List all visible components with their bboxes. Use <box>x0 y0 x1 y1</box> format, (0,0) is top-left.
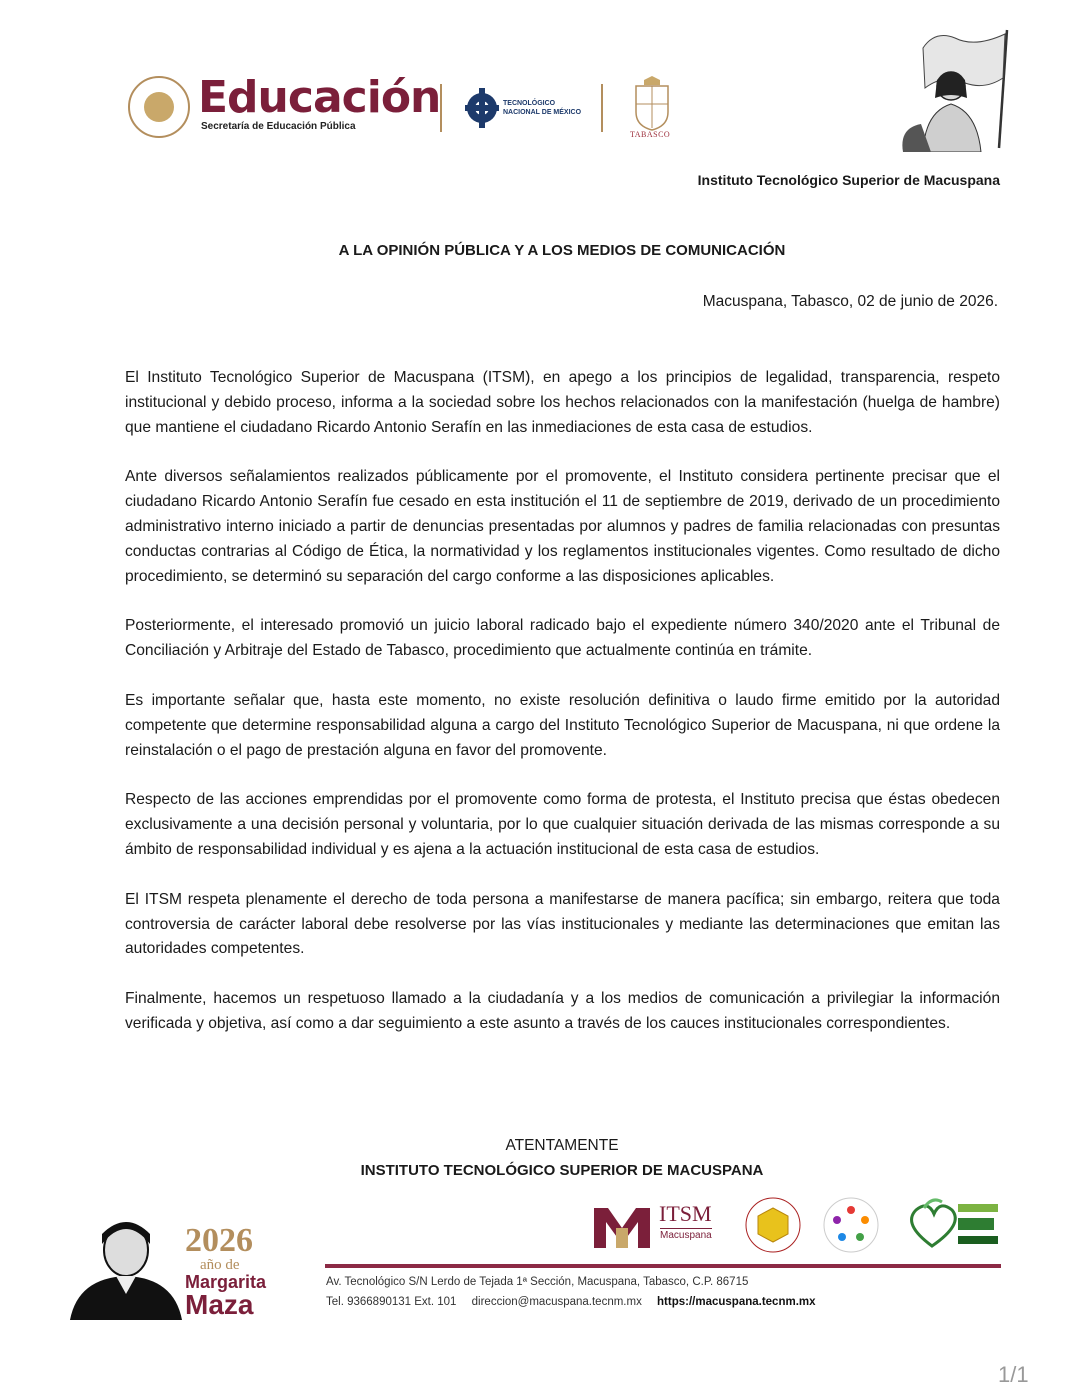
footer-divider <box>325 1264 1001 1268</box>
closing: ATENTAMENTE <box>505 1137 619 1154</box>
itsm-word: ITSM <box>659 1201 712 1226</box>
year-name-line2: Maza <box>185 1289 254 1320</box>
footer-phone: Tel. 9366890131 Ext. 101 <box>326 1296 457 1308</box>
paragraph: Finalmente, hacemos un respetuoso llamado a la ciudadanía y a los medios de comunicación a privilegiar la información verificada y objetiva, así como a dar seguimiento a este asunto a través de los cauces institucionales correspondientes. <box>125 990 1000 1032</box>
itsm-logo-icon <box>592 1204 652 1252</box>
footer-contact <box>326 1296 816 1308</box>
header-divider <box>601 84 603 132</box>
paragraph: Posteriormente, el interesado promovió un juicio laboral radicado bajo el expediente número 340/2020 ante el Tribunal de Conciliación y Arbitraje del Estado de Tabasco, procedimiento que actualmente continúa en trámite. <box>125 617 1000 660</box>
tecnm-line2: NACIONAL DE MÉXICO <box>503 109 582 116</box>
flag-woman-illustration-icon <box>895 28 1013 152</box>
tecnm-gear-icon <box>463 84 501 132</box>
audamex-badge-icon <box>744 1196 802 1254</box>
header-divider <box>440 84 442 132</box>
labor-equality-badge-icon <box>822 1196 880 1254</box>
tabasco-shield-icon <box>632 76 672 132</box>
paragraph: Es importante señalar que, hasta este momento, no existe resolución definitiva o laudo firme emitido por la autoridad competente que determine responsabilidad alguna a cargo del Instituto Tecnológico Superior de Macuspana, ni que ordene la reinstalación o el pago de prestación alguna en favor del promovente. <box>125 691 1000 759</box>
paragraph: Ante diversos señalamientos realizados públicamente por el promovente, el Instituto considera pertinente precisar que el ciudadano Ricardo Antonio Serafín fue cesado en esta institución el 11 de septiembre de 2019, derivado de un procedimiento administrativo interno iniciado a partir de denuncias presentadas por alumnos y padres de familia relacionadas con presuntas conductas contrarias al Código de Ética, la normatividad y los reglamentos institucionales vigentes. Como resultado de dicho procedimiento, se determinó su separación del cargo conforme a las disposiciones aplicables. <box>125 468 1000 585</box>
page-indicator: 1/1 <box>998 1362 1029 1387</box>
plastic-free-badge-icon <box>902 1194 1002 1254</box>
tabasco-label: TABASCO <box>630 130 671 139</box>
tecnm-line1: TECNOLÓGICO <box>503 100 556 107</box>
footer-address: Av. Tecnológico S/N Lerdo de Tejada 1ª Sección, Macuspana, Tabasco, C.P. 86715 <box>326 1276 749 1288</box>
place-date: Macuspana, Tabasco, 02 de junio de 2026. <box>702 293 998 310</box>
institution-name: Instituto Tecnológico Superior de Macuspana <box>697 172 1000 188</box>
margarita-maza-portrait-icon <box>70 1214 182 1320</box>
signature-institution: INSTITUTO TECNOLÓGICO SUPERIOR DE MACUSPANA <box>360 1162 764 1179</box>
body-text <box>125 366 1000 1062</box>
sep-subtitle: Secretaría de Educación Pública <box>201 121 356 132</box>
paragraph: Respecto de las acciones emprendidas por el promovente como forma de protesta, el Instituto precisa que éstas obedecen exclusivamente a una decisión personal y voluntaria, por lo que cualquier situación derivada de las mismas corresponde a su ámbito de responsabilidad individual y es ajena a la actuación institucional de esta casa de estudios. <box>125 791 1000 858</box>
paragraph: El ITSM respeta plenamente el derecho de toda persona a manifestarse de manera pacífica; sin embargo, reitera que toda controversia de carácter laboral debe resolverse por las vías institucionales y mediante las determinaciones que emitan las autoridades competentes. <box>125 890 1000 958</box>
educacion-logo-word: Educación <box>198 72 441 123</box>
footer-email[interactable]: direccion@macuspana.tecnm.mx <box>471 1296 642 1308</box>
footer-url[interactable]: https://macuspana.tecnm.mx <box>657 1296 816 1308</box>
document-title: A LA OPINIÓN PÚBLICA Y A LOS MEDIOS DE COMUNICACIÓN <box>338 242 786 259</box>
tecnm-label <box>503 99 583 117</box>
year-subtitle: año de <box>200 1257 240 1273</box>
year-name-line1: Margarita <box>185 1272 267 1292</box>
mexico-seal-icon <box>128 76 190 138</box>
year-number: 2026 <box>185 1222 253 1259</box>
paragraph: El Instituto Tecnológico Superior de Macuspana (ITSM), en apego a los principios de legalidad, transparencia, respeto institucional y debido proceso, informa a la sociedad sobre los hechos relacionados con la manifestación (huelga de hambre) que mantiene el ciudadano Ricardo Antonio Serafín en las inmediaciones de esta casa de estudios. <box>125 369 1000 436</box>
itsm-sub: Macuspana <box>660 1230 712 1241</box>
